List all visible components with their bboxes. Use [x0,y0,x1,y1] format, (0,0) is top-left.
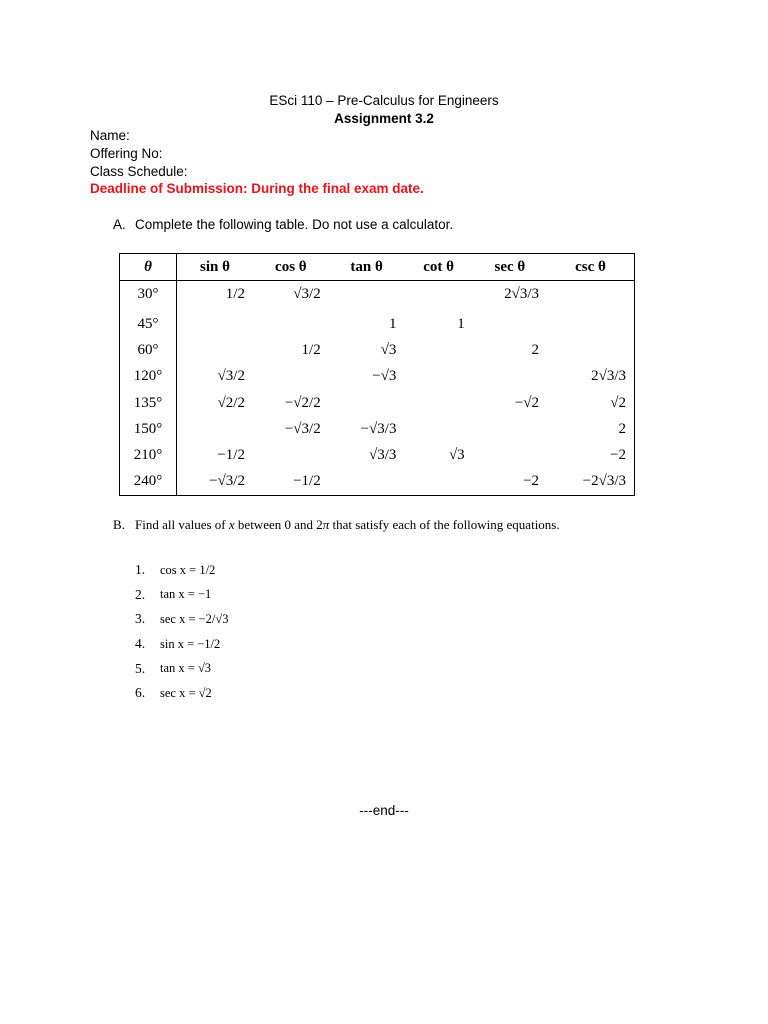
cell-sec [473,307,547,337]
section-b-instruction [113,517,560,533]
cell-sec: −√2 [514,394,540,411]
cell-tan [329,469,405,496]
equation-list [135,558,229,706]
cell-cos [253,364,329,390]
deadline-notice: Deadline of Submission: During the final exam date. [90,181,424,196]
header-theta: θ [120,254,177,281]
header-tan: tan θ [329,254,405,281]
equation-number: 6. [135,685,146,701]
cell-cot [404,281,472,308]
cell-cos: −√2/2 [284,394,321,411]
trig-table [119,253,635,496]
cell-cos: √3/2 [293,285,321,302]
table-row [120,338,635,364]
cell-csc [547,307,634,337]
table-row [120,469,635,496]
cell-sec [473,364,547,390]
equation-item [135,583,229,608]
cell-tan: −√3 [372,368,397,385]
cell-sin [177,338,253,364]
cell-cos [253,307,329,337]
cell-sec: 2√3/3 [504,285,540,302]
equation-number: 1. [135,562,146,578]
equation-item [135,607,229,632]
offering-field-label: Offering No: [90,146,163,161]
section-a-letter: A. [113,217,126,232]
header-sin: sin θ [177,254,253,281]
equation-item [135,558,229,583]
table-row [120,416,635,442]
cell-angle: 45° [120,307,177,337]
table-row [120,364,635,390]
header-csc: csc θ [547,254,634,281]
equation-text: tan x = −1 [160,587,212,602]
cell-tan: 1 [388,315,397,332]
cell-angle: 150° [120,416,177,442]
cell-angle: 210° [120,442,177,468]
assignment-title: Assignment 3.2 [334,111,434,126]
trig-table-header [120,254,635,281]
cell-csc: −2√3/3 [582,473,626,490]
equation-text: sec x = −2/√3 [160,611,229,626]
header-sec: sec θ [473,254,547,281]
cell-cos: −√3/2 [284,420,321,437]
equation-item [135,656,229,681]
section-b-text-2: between 0 and 2 [234,517,323,532]
cell-cot [404,416,472,442]
equation-text: cos x = 1/2 [160,562,216,577]
cell-angle: 240° [120,469,177,496]
section-b-text-1: Find all values of [135,517,229,532]
cell-sin: √3/2 [217,368,245,385]
cell-csc [547,281,634,308]
header-cot: cot θ [404,254,472,281]
cell-angle: 135° [120,390,177,416]
cell-tan [329,281,405,308]
course-title: ESci 110 – Pre-Calculus for Engineers [269,93,499,108]
name-field-label: Name: [90,128,130,143]
table-row [120,281,635,308]
cell-cot [404,364,472,390]
equation-number: 4. [135,636,146,652]
cell-sec [473,442,547,468]
cell-angle: 60° [120,338,177,364]
cell-cot: √3 [448,447,465,464]
cell-sec [473,416,547,442]
equation-text: sin x = −1/2 [160,636,221,651]
cell-csc [547,338,634,364]
cell-cot: 1 [457,315,465,332]
cell-tan: √3 [380,342,397,359]
cell-sin [177,307,253,337]
equation-number: 2. [135,586,146,602]
section-b-variable: x [228,517,235,532]
table-row [120,442,635,468]
table-row [120,390,635,416]
equation-number: 3. [135,611,146,627]
cell-cot [404,469,472,496]
cell-sec: 2 [531,342,540,359]
section-a-text: Complete the following table. Do not use a calculator. [135,217,454,232]
cell-csc: √2 [610,394,626,411]
cell-cos: −1/2 [293,473,321,490]
equation-text: tan x = √3 [160,661,212,676]
cell-tan: √3/3 [369,447,397,464]
cell-csc: −2 [610,447,626,464]
equation-item [135,632,229,657]
cell-tan: −√3/3 [360,420,397,437]
cell-sin: √2/2 [217,394,245,411]
section-b-letter: B. [113,517,125,532]
table-row [120,307,635,337]
cell-csc: 2 [618,420,626,437]
cell-sec: −2 [523,473,540,490]
cell-sin: −1/2 [217,447,245,464]
cell-angle: 30° [120,281,177,308]
equation-number: 5. [135,660,146,676]
cell-angle: 120° [120,364,177,390]
cell-cos [253,442,329,468]
cell-sin: −√3/2 [209,473,245,490]
section-b-pi: π [322,517,330,532]
header-cos: cos θ [253,254,329,281]
section-a-instruction [113,217,453,232]
cell-tan [329,390,405,416]
end-marker: ---end--- [359,803,409,818]
cell-cot [404,390,472,416]
cell-cot [404,338,472,364]
section-b-text-3: that satisfy each of the following equations. [329,517,560,532]
equation-item [135,681,229,706]
cell-cos: 1/2 [301,342,321,359]
cell-csc: 2√3/3 [591,368,626,385]
cell-sin [177,416,253,442]
schedule-field-label: Class Schedule: [90,164,188,179]
cell-sin: 1/2 [225,285,245,302]
equation-text: sec x = √2 [160,685,212,700]
